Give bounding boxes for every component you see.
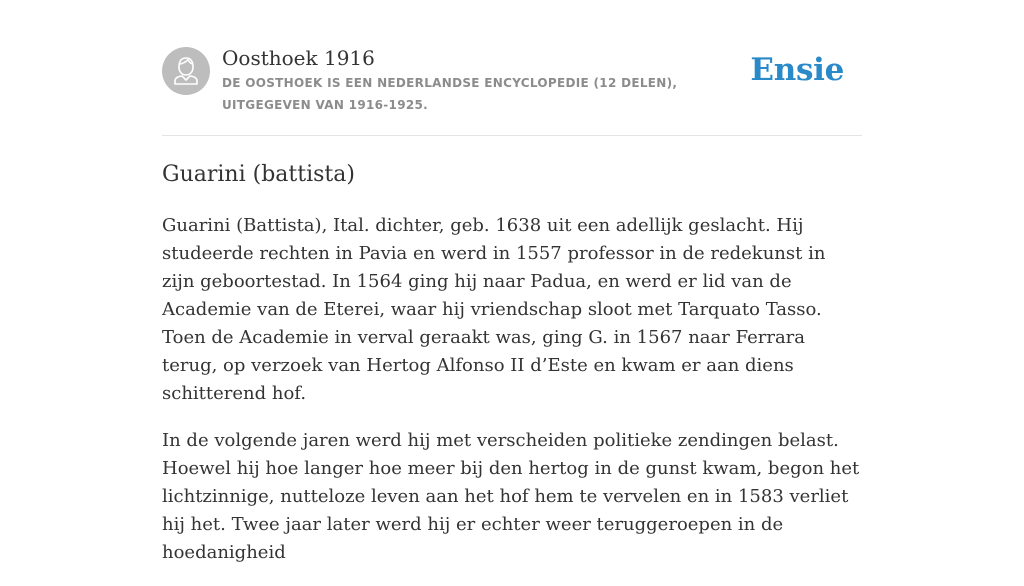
article-paragraph: In de volgende jaren werd hij met verscheiden politieke zendingen belast. Hoewel hij hoe langer hoe meer bij den hertog in de gunst kwam, begon het lichtzinnige, nutteloze leven aan het hof hem te vervelen en in 1583 verliet hij het. Twee jaar later werd hij er echter weer teruggeroepen in de hoedanigheid [162, 430, 860, 563]
article-body [162, 212, 862, 586]
source-name[interactable]: Oosthoek 1916 [222, 46, 375, 70]
ensie-logo[interactable]: Ensie [750, 52, 844, 88]
article-paragraph: Guarini (Battista), Ital. dichter, geb. 1638 uit een adellijk geslacht. Hij studeerde rechten in Pavia en werd in 1557 professor in de redekunst in zijn geboortestad. In 1564 ging hij naar Padua, en werd er lid van de Academie van de Eterei, waar hij vriendschap sloot met Tarquato Tasso. Toen de Academie in verval geraakt was, ging G. in 1567 naar Ferrara terug, op verzoek van Hertog Alfonso II d’Este en kwam er aan diens schitterend hof. [162, 215, 826, 404]
source-description: DE OOSTHOEK IS EEN NEDERLANDSE ENCYCLOPEDIE (12 DELEN), UITGEGEVEN VAN 1916-1925. [222, 76, 678, 112]
user-icon [162, 47, 210, 95]
avatar[interactable] [162, 47, 210, 95]
source-header [162, 46, 862, 116]
article-title: Guarini (battista) [162, 162, 355, 187]
header-divider [162, 135, 862, 136]
